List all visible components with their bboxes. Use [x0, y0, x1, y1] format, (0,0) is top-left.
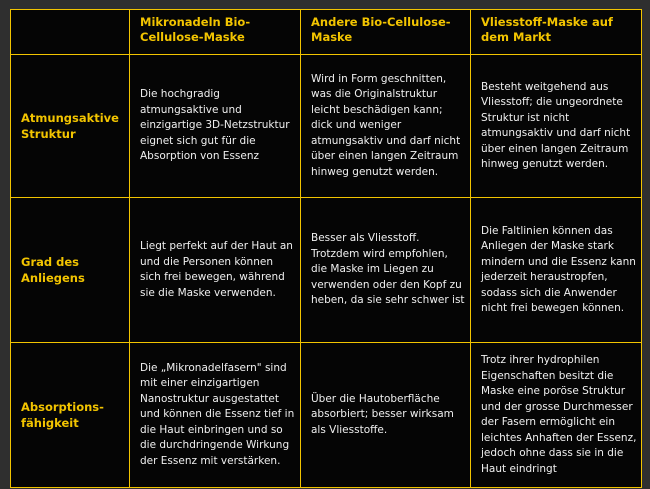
table-row [11, 55, 642, 198]
table-cell: Besser als Vliesstoff. Trotzdem wird empfohlen, die Maske im Liegen zu verwenden oder den Kopf zu heben, da sie sehr schwer ist [301, 198, 471, 343]
column-header-andere: Andere Bio-Cellulose-Maske [301, 10, 471, 55]
row-header-struktur: Atmungsaktive Struktur [11, 55, 130, 198]
table-cell: Die Faltlinien können das Anliegen der Maske stark mindern und die Essenz kann jederzeit heraustropfen, sodass sich die Anwender nicht frei bewegen können. [471, 198, 642, 343]
comparison-table [10, 9, 642, 488]
table-cell: Besteht weitgehend aus Vliesstoff; die ungeordnete Struktur ist nicht atmungsaktiv und darf nicht über einen langen Zeitraum hinweg genutzt werden. [471, 55, 642, 198]
table-cell: Über die Hautoberfläche absorbiert; besser wirksam als Vliesstoffe. [301, 343, 471, 488]
table-cell: Liegt perfekt auf der Haut an und die Personen können sich frei bewegen, während sie die Maske verwenden. [130, 198, 301, 343]
header-row [11, 10, 642, 55]
column-header-mikronadeln: Mikronadeln Bio-Cellulose-Maske [130, 10, 301, 55]
table-row [11, 343, 642, 488]
table-cell: Die hochgradig atmungsaktive und einzigartige 3D-Netzstruktur eignet sich gut für die Absorption von Essenz [130, 55, 301, 198]
row-header-anliegen: Grad des Anliegens [11, 198, 130, 343]
table-row [11, 198, 642, 343]
header-corner-cell [11, 10, 130, 55]
table-cell: Wird in Form geschnitten, was die Originalstruktur leicht beschädigen kann; dick und weniger atmungsaktiv und darf nicht über einen langen Zeitraum hinweg genutzt werden. [301, 55, 471, 198]
row-header-absorption: Absorptions-fähigkeit [11, 343, 130, 488]
column-header-vliesstoff: Vliesstoff-Maske auf dem Markt [471, 10, 642, 55]
table-cell: Die „Mikronadelfasern" sind mit einer einzigartigen Nanostruktur ausgestattet und können die Essenz tief in die Haut einbringen und so die durchdringende Wirkung der Essenz mit verstärken. [130, 343, 301, 488]
table-cell: Trotz ihrer hydrophilen Eigenschaften besitzt die Maske eine poröse Struktur und der grosse Durchmesser der Fasern ermöglicht ein leichtes Anhaften der Essenz, jedoch ohne dass sie in die Haut eindringt [471, 343, 642, 488]
